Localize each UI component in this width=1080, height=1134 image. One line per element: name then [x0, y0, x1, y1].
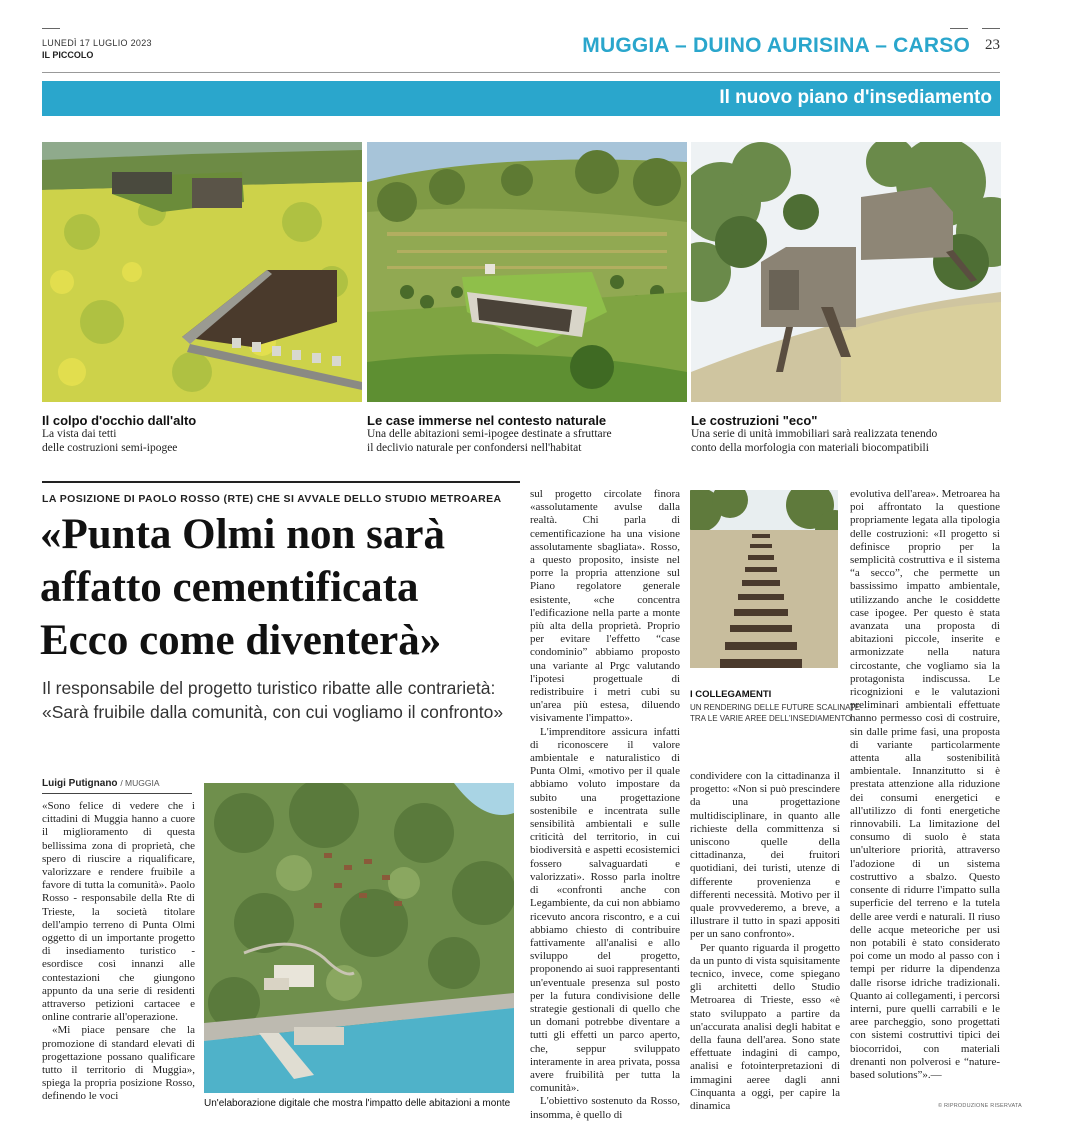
paragraph: «Mi piace pensare che la promozione di standard elevati di progettazione possano qualificare tutto il territorio di Muggia», spiega la propria posizione Rosso, definendo le voci	[42, 1024, 195, 1103]
header-rule	[42, 28, 60, 29]
photo-stairs-rendering	[690, 490, 838, 668]
header-rule	[982, 28, 1000, 29]
photo-title: Le costruzioni "eco"	[691, 413, 818, 428]
article-divider	[42, 481, 520, 483]
paragraph: Per quanto riguarda il progetto da un punto di vista squisitamente tecnico, invece, come spiegano gli architetti dello Studio Metroarea di Trieste, esso «è stato sviluppato a partire da un'accurata analisi degli habitat e della fauna dell'area. Sono state effettuate indagini di campo, analisi e fotointerpretazioni di immagini aeree dagli anni Cinquanta a oggi, per capire la dinamica	[690, 941, 841, 1113]
photo-eco-buildings	[691, 142, 1001, 402]
article-subhead: Il responsabile del progetto turistico ribatte alle contrarietà: «Sarà fruibile dalla comunità, con cui vogliamo il confronto»	[42, 678, 504, 722]
issue-date: LUNEDÌ 17 LUGLIO 2023	[42, 38, 152, 48]
author-name: Luigi Putignano	[42, 778, 118, 789]
side-caption-sub: UN RENDERING DELLE FUTURE SCALINATE TRA LE VARIE AREE DELL'INSEDIAMENTO	[690, 703, 861, 723]
article-column-1	[42, 800, 195, 1104]
paragraph: «Sono felice di vedere che i cittadini di Muggia hanno a cuore il miglioramento di questa bellissima zona di proprietà, che spero di riuscire a riqualificare, valorizzare e rendere fruibile a favore di tutta la comunità». Paolo Rosso - responsabile della Rte di Trieste, la società titolare dell'ampio terreno di Punta Olmi oggetto di un importante progetto di insediamento turistico - esordisce così innanzi alle contestazioni che giungono appunto da una serie di residenti attraverso petizioni cartacee e online contrarie all'operazione.	[42, 800, 195, 1024]
topic-banner	[42, 81, 1000, 116]
article-column-2	[530, 488, 680, 1122]
aerial-caption: Un'elaborazione digitale che mostra l'impatto delle abitazioni a monte	[204, 1098, 511, 1109]
header-rule	[950, 28, 968, 29]
newspaper-name: IL PICCOLO	[42, 50, 94, 60]
photo-caption: Una delle abitazioni semi-ipogee destinate a sfruttare il declivio naturale per confondersi nell'habitat	[367, 428, 612, 454]
side-caption-title: I COLLEGAMENTI	[690, 689, 772, 700]
photo-title: Il colpo d'occhio dall'alto	[42, 413, 197, 428]
section-title: MUGGIA – DUINO AURISINA – CARSO	[582, 34, 970, 57]
photo-title: Le case immerse nel contesto naturale	[367, 413, 607, 428]
photo-natural-context	[367, 142, 687, 402]
byline-place: / MUGGIA	[120, 778, 160, 788]
byline-rule	[42, 793, 192, 794]
paragraph: evolutiva dell'area». Metroarea ha poi affrontato la questione propriamente legata alla tipologia delle costruzioni: «Il progetto si definisce proprio per la semplicità costruttiva e il sistema “a secco”, che permette un bassissimo impatto ambientale, utilizzando anche le cosiddette case ipogee. Per questo è stata avanzata una proposta di abitazioni piccole, inserite e armonizzate nella natura circostante, che vogliamo sia la protagonista indiscussa. Le ricognizioni e le valutazioni preliminari ambientali effettuate hanno permesso così di costruire, sin dalle prime fasi, una proposta di variante particolarmente attenta alla sostenibilità ambientale. Innanzitutto si è prestata attenzione alla riduzione dei consumi energetici e all'utilizzo di fonti energetiche rinnovabili. La limitazione del consumo di suolo è stata un'ulteriore priorità, attraverso l'adozione di un sistema costruttivo a sbalzo. Questo consente di ridurre l'impatto sulla superficie del terreno e la tutela delle aree verdi e naturali. Il riuso delle acque meteoriche per usi non potabili è stato considerato poi come un modo al passo con i tempi per ridurre la dipendenza dalle risorse idriche tradizionali. Quanto ai collegamenti, i percorsi interni, pure quelli carrabili e le aree parcheggio, sono progettati con sistemi costruttivi tipici dei biocorridoi, con materiali drenanti non polverosi e “nature-based solutions”».—	[850, 488, 1000, 1081]
paragraph: L'obiettivo sostenuto da Rosso, insomma, è quello di	[530, 1095, 680, 1121]
banner-title: Il nuovo piano d'insediamento	[719, 87, 992, 108]
copyright-note: © RIPRODUZIONE RISERVATA	[938, 1103, 1022, 1109]
header-divider	[42, 72, 1000, 73]
photo-rooftop-view	[42, 142, 362, 402]
page-number: 23	[985, 37, 1000, 53]
paragraph: condividere con la cittadinanza il progetto: «Non si può prescindere da una progettazione multidisciplinare, in quanto alle richieste della committenza si uniscono quelle della cittadinanza, dei fruitori quotidiani, dei turisti, utenze di differente provenienza e differenti necessità. Motivo per il quale provvederemo, a breve, a illustrare il tutto in spazi appositi per un sano confronto».	[690, 770, 840, 941]
paragraph: L'imprenditore assicura infatti di riconoscere il valore ambientale e naturalistico di Punta Olmi, «motivo per il quale abbiamo voluto impostare da subito una progettazione sostenibile e incentrata sulle sensibilità ambientali e sulle criticità del territorio, in cui biodiversità e aspetti ecosistemici fossero salvaguardati e valorizzati». Rosso parla inoltre di «confronti anche con Legambiente, da cui non abbiamo ricevuto ancora riscontro, e a cui abbiamo chiesto di contribuire fattivamente all'analisi e allo sviluppo del progetto, proponendo ai suoi rappresentanti un'eventuale presenza sul posto per la futura condivisione delle strategie gestionali di quello che un domani potrebbe diventare a tutti gli effetti un parco aperto, che, seppur sviluppato interamente in area privata, possa avere fruibilità per tutta la comunità».	[530, 725, 680, 1095]
article-column-3	[690, 770, 840, 1113]
article-kicker: LA POSIZIONE DI PAOLO ROSSO (RTE) CHE SI AVVALE DELLO STUDIO METROAREA	[42, 493, 502, 505]
photo-aerial-rendering	[204, 783, 514, 1093]
article-headline: «Punta Olmi non sarà affatto cementificata Ecco come diventerà»	[40, 511, 445, 664]
byline	[42, 778, 160, 789]
photo-caption: Una serie di unità immobiliari sarà realizzata tenendo conto della morfologia con materiali biocompatibili	[691, 428, 938, 454]
photo-caption: La vista dai tetti delle costruzioni semi-ipogee	[42, 428, 178, 454]
article-column-4	[850, 488, 1000, 1082]
paragraph: sul progetto circolate finora «assolutamente avulse dalla realtà. Chi parla di cementificazione ha una visione assolutamente sbagliata». Rosso, a questo proposito, insiste nel porre la propria attenzione sul Piano regolatore generale esistente, «che concentra l'edificazione nella parte a monte più alta della proprietà. Proprio per evitare l'effetto “case condominio” abbiamo proposto una variante al Prgc valutando l'ipotesi progettuale di redistribuire i metri cubi su un'area più estesa, diluendo visivamente l'impatto».	[530, 488, 680, 725]
